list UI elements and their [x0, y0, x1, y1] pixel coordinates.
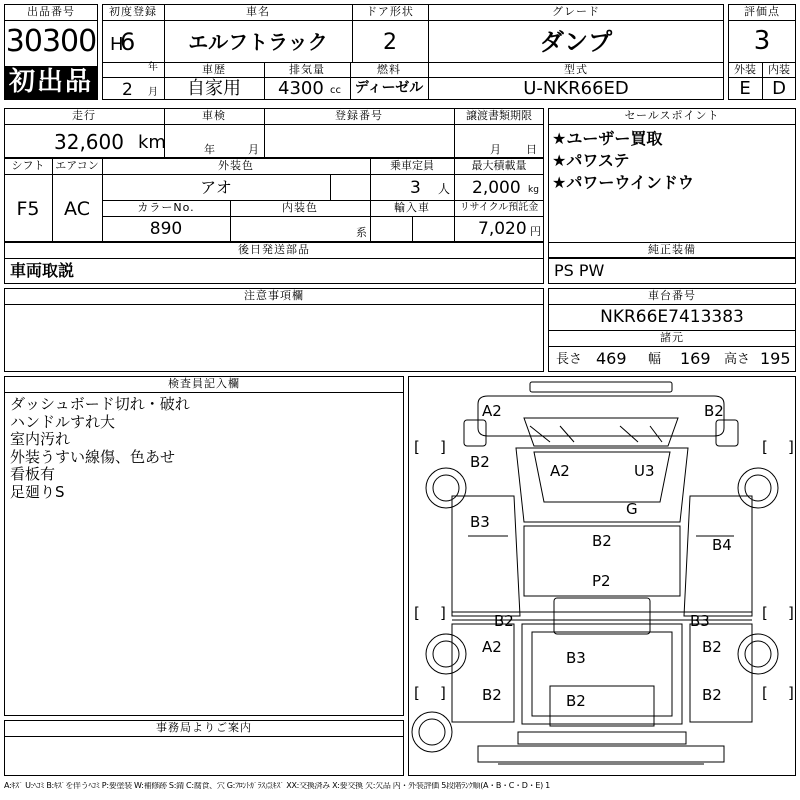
first-listing-badge	[5, 66, 97, 99]
inspection-month-unit: 月	[248, 143, 259, 156]
damage-mark: B4	[712, 536, 732, 554]
chassis-label: 車台番号	[648, 289, 696, 302]
genuine-value: PS PW	[554, 261, 605, 280]
inspector-note: 足廻りS	[10, 482, 65, 501]
transfer-docs-label: 譲渡書類期限	[466, 109, 532, 122]
shift-value: F5	[16, 198, 40, 220]
door-label: ドア形状	[366, 5, 414, 18]
sales-point-3: ★パワーウインドウ	[552, 173, 694, 192]
int-score-label: 内装	[768, 63, 790, 76]
inspector-note: ハンドルすれ大	[10, 412, 116, 431]
damage-mark: B2	[592, 532, 612, 550]
width-value: 169	[680, 349, 711, 368]
displacement-value: 4300	[278, 78, 324, 99]
car-name-label: 車名	[246, 5, 270, 18]
first-reg-era: H	[110, 34, 124, 55]
damage-mark: B2	[482, 686, 502, 704]
damage-mark: B2	[566, 692, 586, 710]
bracket-mark: ]	[788, 604, 794, 622]
sales-point-2: ★パワステ	[552, 151, 630, 170]
first-reg-label: 初度登録	[109, 5, 157, 18]
inspector-note: ダッシュボード切れ・破れ	[10, 395, 190, 413]
damage-mark: B2	[704, 402, 724, 420]
damage-mark: A2	[550, 462, 570, 480]
first-reg-month-unit: 月	[148, 87, 158, 98]
max-load-unit: kg	[528, 185, 539, 195]
int-color-label: 内装色	[282, 201, 318, 214]
recycle-value: 7,020	[478, 219, 527, 239]
mileage-label: 走行	[72, 109, 96, 122]
damage-mark: U3	[634, 462, 655, 480]
damage-mark: B2	[702, 686, 722, 704]
grade-value: ダンプ	[539, 28, 613, 56]
door-value: 2	[383, 30, 397, 55]
inspection-year-unit: 年	[204, 143, 215, 156]
recycle-unit: 円	[530, 225, 541, 238]
ext-score-value: E	[739, 78, 751, 99]
damage-mark: B3	[690, 612, 710, 630]
damage-mark: G	[626, 500, 638, 518]
damage-mark: A2	[482, 638, 502, 656]
score-label: 評価点	[744, 5, 780, 18]
transfer-month-unit: 月	[490, 143, 501, 156]
later-parts-value: 車両取説	[10, 261, 75, 280]
bracket-mark: [	[762, 438, 768, 456]
inspector-note: 外装うすい線傷、色あせ	[10, 447, 176, 466]
genuine-label: 純正装備	[648, 243, 696, 256]
capacity-value: 3	[410, 178, 421, 198]
history-label: 車歴	[202, 63, 226, 76]
bracket-mark: [	[762, 684, 768, 702]
inspector-note: 室内汚れ	[10, 430, 71, 448]
damage-mark: B3	[470, 513, 490, 531]
fuel-label: 燃料	[377, 63, 401, 76]
import-label: 輸入車	[394, 201, 430, 214]
bracket-mark: ]	[440, 438, 446, 456]
sales-point-1: ★ユーザー買取	[552, 129, 663, 148]
max-load-value: 2,000	[472, 178, 521, 198]
color-no-label: カラーNo.	[137, 201, 195, 214]
ext-color-label: 外装色	[218, 159, 254, 172]
caution-label: 注意事項欄	[244, 289, 304, 302]
mileage-value: 32,600	[54, 130, 124, 154]
transfer-day-unit: 日	[526, 143, 537, 156]
length-value: 469	[596, 349, 627, 368]
recycle-label: リサイクル預託金	[459, 202, 539, 213]
lot-number: 30300	[5, 24, 97, 59]
damage-mark: B2	[702, 638, 722, 656]
height-label: 高さ	[724, 352, 751, 367]
inspection-label: 車検	[202, 109, 226, 122]
bracket-mark: [	[414, 684, 420, 702]
damage-mark: A2	[482, 402, 502, 420]
sales-points-label: セールスポイント	[624, 109, 720, 122]
damage-mark: P2	[592, 572, 611, 590]
bracket-mark: ]	[440, 684, 446, 702]
int-color-unit: 系	[356, 226, 367, 239]
bracket-mark: [	[762, 604, 768, 622]
registration-label: 登録番号	[335, 109, 383, 122]
mileage-unit: km	[138, 132, 166, 153]
chassis-value: NKR66E7413383	[600, 307, 744, 327]
inspector-label: 検査員記入欄	[168, 377, 240, 390]
score-value: 3	[753, 26, 771, 56]
inspector-notes	[10, 396, 400, 501]
history-value: 自家用	[187, 78, 241, 99]
displacement-unit: cc	[330, 85, 341, 96]
shift-label: シフト	[11, 159, 45, 172]
height-value: 195	[760, 349, 791, 368]
bracket-mark: ]	[788, 438, 794, 456]
color-no-value: 890	[149, 219, 183, 239]
first-listing-text: 初出品	[8, 67, 93, 97]
later-parts-label: 後日発送部品	[238, 243, 310, 256]
inspector-note: 看板有	[10, 465, 56, 483]
model-value: U-NKR66ED	[523, 78, 629, 99]
legend-text: A:ｷｽﾞ U:ﾍｺﾐ B:ｷｽﾞを伴うﾍｺﾐ P:要塗装 W:補修跡 S:錆 C:腐食、穴 G:ﾌﾛﾝﾄｶﾞﾗｽ点ｷｽﾞ XX:交換済み X:要交換 欠:欠品 内・外装評価 5段階ﾗﾝｸ順(A・B・C・D・E) 1	[4, 782, 550, 790]
ac-value: AC	[64, 198, 90, 220]
dimensions-label: 諸元	[660, 331, 684, 344]
damage-mark: B2	[494, 612, 514, 630]
bracket-mark: [	[414, 438, 420, 456]
first-reg-year: 6	[120, 28, 136, 56]
length-label: 長さ	[556, 352, 583, 367]
model-label: 型式	[564, 63, 588, 76]
fuel-value: ディーゼル	[354, 80, 424, 96]
ext-color-value: アオ	[200, 178, 232, 197]
bracket-mark: [	[414, 604, 420, 622]
bracket-mark: ]	[440, 604, 446, 622]
lot-label: 出品番号	[27, 5, 75, 18]
max-load-label: 最大積載量	[471, 159, 527, 172]
int-score-value: D	[772, 78, 786, 99]
capacity-unit: 人	[438, 182, 451, 196]
office-label: 事務局よりご案内	[156, 721, 252, 734]
capacity-label: 乗車定員	[390, 159, 434, 172]
ac-label: エアコン	[55, 159, 99, 172]
ext-score-label: 外装	[734, 63, 756, 76]
first-reg-year-unit: 年	[148, 62, 158, 73]
first-reg-month: 2	[122, 80, 133, 100]
damage-mark: B2	[470, 453, 490, 471]
displacement-label: 排気量	[289, 63, 325, 76]
damage-mark: B3	[566, 649, 586, 667]
bracket-mark: ]	[788, 684, 794, 702]
width-label: 幅	[648, 352, 662, 367]
car-name-value: エルフトラック	[188, 30, 328, 54]
grade-label: グレード	[552, 5, 600, 18]
